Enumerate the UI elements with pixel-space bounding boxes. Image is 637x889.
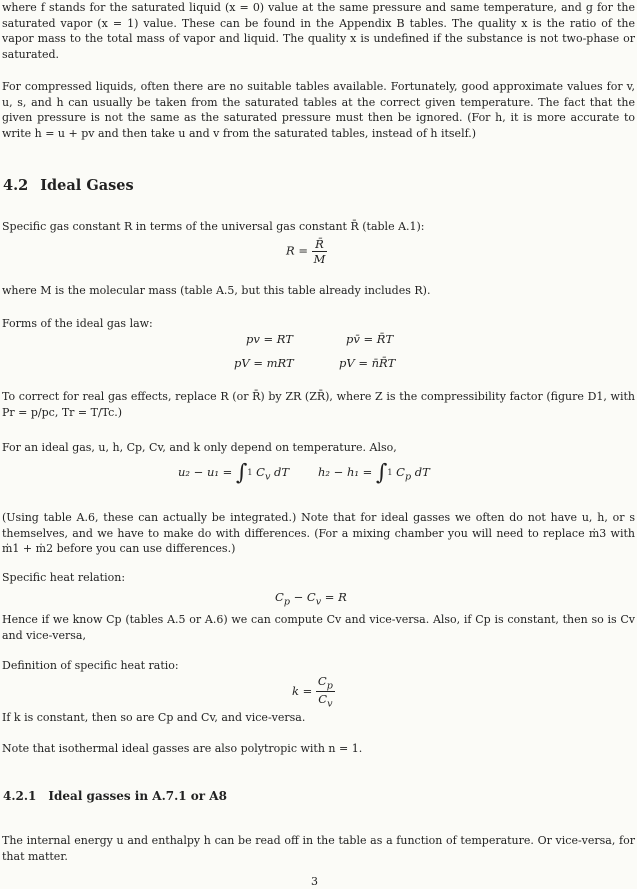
paragraph-specific-heat-label: Specific heat relation: xyxy=(2,571,126,584)
paragraph-quality: where f stands for the saturated liquid (x = 0) value at the same pressure and same temperature, and g for the saturated vapor (x = 1) value. These can be found in the Appendix B tables. The quality x is the ratio of the vapor mass to the total mass of vapor and liquid. The quality x is undefined if the substance is not two-phase or saturated. xyxy=(2,1,635,61)
equation-pvbar-RbarT: pv̄ = R̄T xyxy=(346,332,394,346)
equation-pV-mRT: pV = mRT xyxy=(234,356,294,370)
equation-specific-heat-relation: $C_p - C_v = R$ xyxy=(275,590,347,608)
paragraph-real-gas: To correct for real gas effects, replace R (or R̄) by ZR (ZR̄), where Z is the compressibility factor (figure D1, with Pr = p/pc, Tr = T/Tc.) xyxy=(2,390,635,419)
paragraph-forms-label: Forms of the ideal gas law: xyxy=(2,317,153,330)
paragraph-gas-constant: Specific gas constant R in terms of the universal gas constant R̄ (table A.1): xyxy=(2,220,425,233)
paragraph-compressed-liquids: For compressed liquids, often there are no suitable tables available. Fortunately, good approximate values for v, u, s, and h can usually be taken from the saturated tables at the correct given temperature. The fact that the given pressure is not the same as the saturated pressure must then be ignored. (For h, it is more accurate to write h = u + pv and then take u and v from the saturated tables, instead of h itself.) xyxy=(2,80,635,140)
subsection-heading-ideal-gasses-tables: 4.2.1 Ideal gasses in A.7.1 or A8 xyxy=(3,789,227,803)
section-heading-ideal-gases: 4.2 Ideal Gases xyxy=(3,177,134,194)
paragraph-isothermal: Note that isothermal ideal gasses are also polytropic with n = 1. xyxy=(2,742,363,755)
paragraph-internal-energy-table: The internal energy u and enthalpy h can be read off in the table as a function of temperature. Or vice-versa, for that matter. xyxy=(2,834,635,863)
equation-internal-energy-integral: u₂ − u₁ = ∫1 $C_v$ dT xyxy=(178,460,290,486)
paragraph-molecular-mass: where M is the molecular mass (table A.5, but this table already includes R). xyxy=(2,284,431,297)
paragraph-temperature-dependence: For an ideal gas, u, h, Cp, Cv, and k only depend on temperature. Also, xyxy=(2,441,397,454)
paragraph-table-A6: (Using table A.6, these can actually be integrated.) Note that for ideal gasses we often do not have u, h, or s themselves, and we have to make do with differences. (For a mixing chamber you will need to replace ṁ3 with ṁ1 + ṁ2 before you can use differences.) xyxy=(2,511,635,555)
equation-R: R = $\frac{R̄}{M}$ xyxy=(286,237,326,266)
equation-pV-nRbarT: pV = n̄R̄T xyxy=(339,356,396,370)
equation-specific-heat-ratio: k = $\frac{C_p}{C_v}$ xyxy=(292,674,333,710)
equation-pv-RT: pv = RT xyxy=(246,332,293,346)
paragraph-k-constant: If k is constant, then so are Cp and Cv, and vice-versa. xyxy=(2,711,306,724)
page-number: 3 xyxy=(311,875,318,888)
paragraph-cp-cv: Hence if we know Cp (tables A.5 or A.6) we can compute Cv and vice-versa. Also, if Cp is constant, then so is Cv and vice-versa, xyxy=(2,613,635,642)
equation-enthalpy-integral: h₂ − h₁ = ∫1 $C_p$ dT xyxy=(318,460,430,486)
paragraph-ratio-label: Definition of specific heat ratio: xyxy=(2,659,179,672)
